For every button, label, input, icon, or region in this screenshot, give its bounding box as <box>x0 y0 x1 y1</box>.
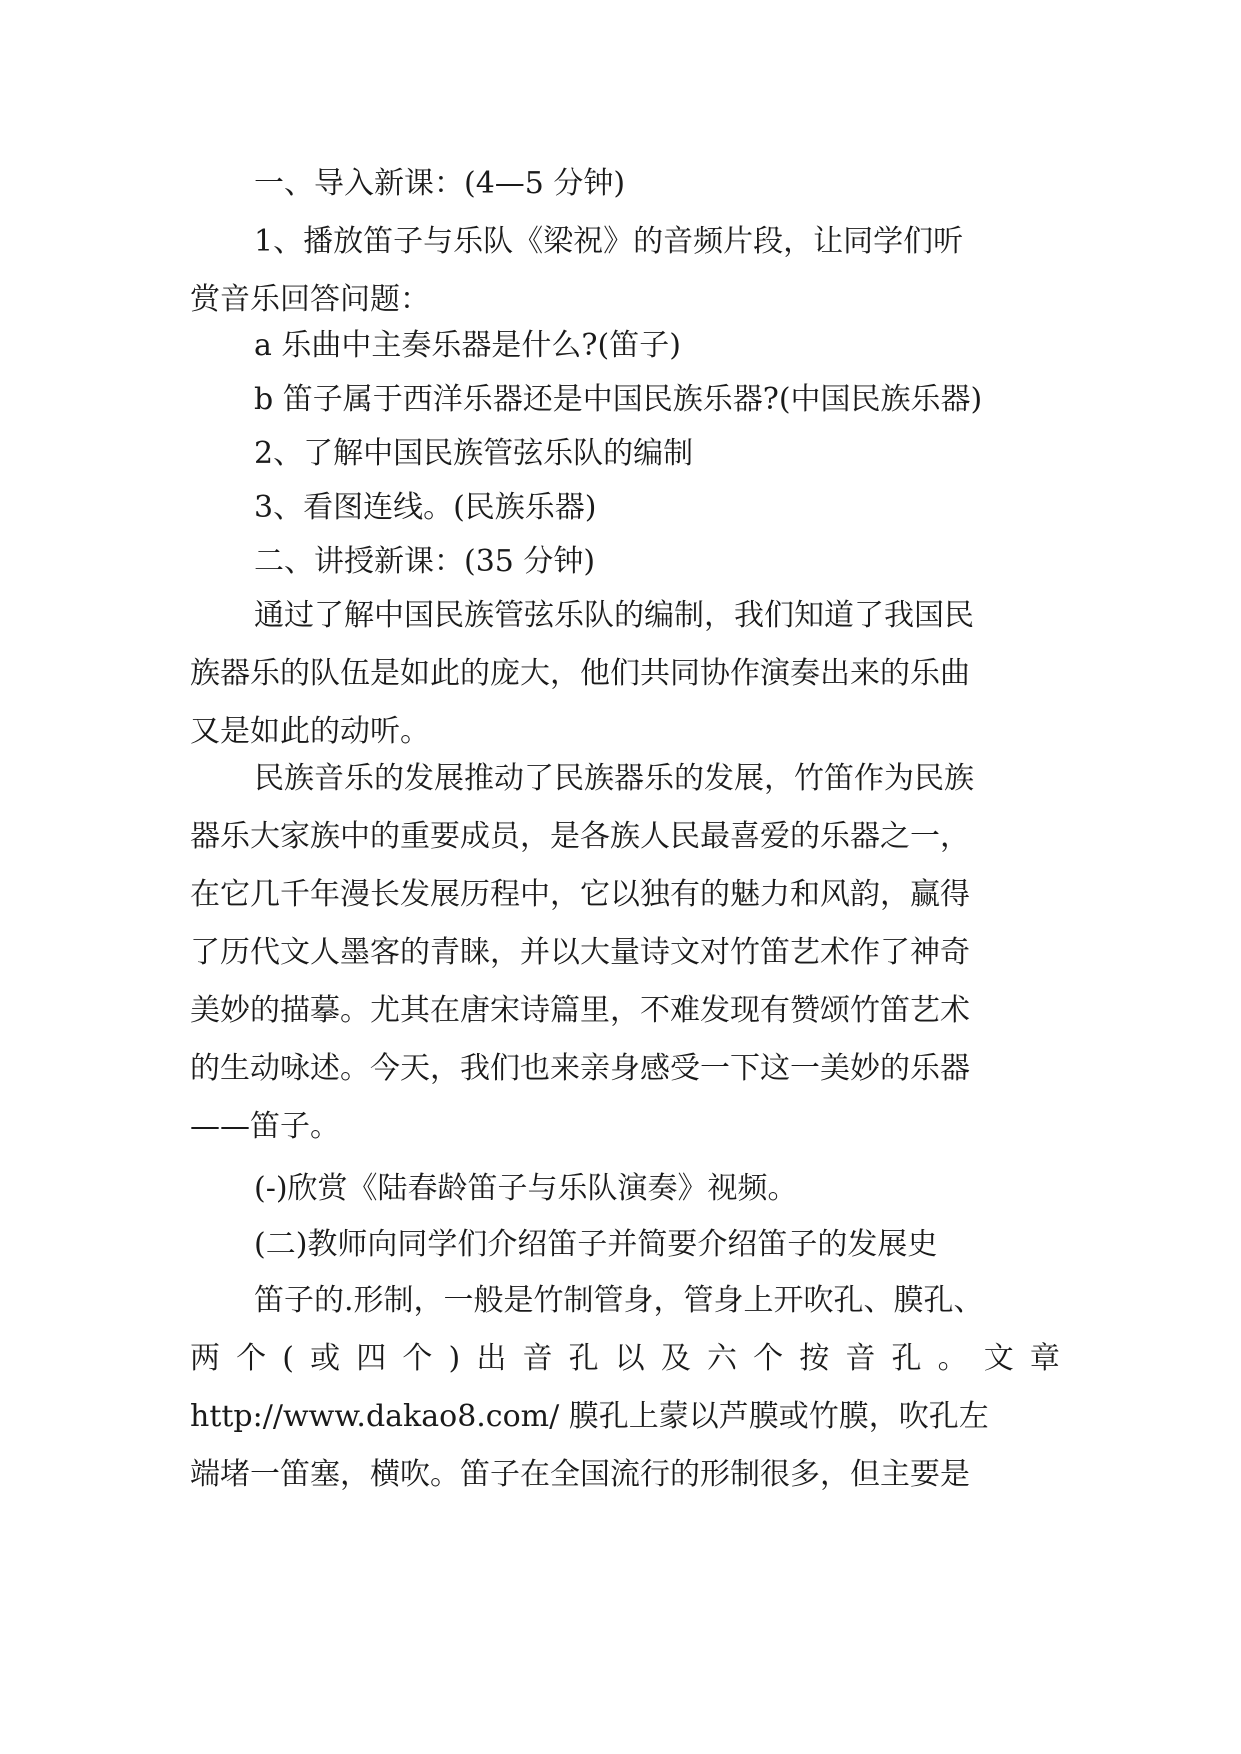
char: 个 <box>402 1341 433 1376</box>
paragraph <box>190 750 1060 1156</box>
text-line <box>190 317 1060 375</box>
char: 四 <box>356 1341 387 1376</box>
char: 六 <box>706 1341 737 1376</box>
paragraph <box>190 587 1060 761</box>
text-line <box>190 371 1060 429</box>
text-line: 2、了解中国民族管弦乐队的编制 <box>254 436 694 471</box>
text-line: ——笛子。 <box>190 1109 340 1144</box>
char: 音 <box>845 1341 876 1376</box>
text-line: 又是如此的动听。 <box>190 714 430 749</box>
char: 个 <box>753 1341 784 1376</box>
char: 按 <box>799 1341 830 1376</box>
char: 或 <box>310 1341 341 1376</box>
text-line <box>190 155 1060 213</box>
text-line <box>190 425 1060 483</box>
text-line <box>190 1160 1060 1218</box>
text-line: 1、播放笛子与乐队《梁祝》的音频片段，让同学们听 <box>254 224 964 259</box>
section-heading: 一、导入新课：(4—5 分钟) <box>254 166 626 201</box>
text-line <box>190 533 1060 591</box>
char: 以 <box>614 1341 645 1376</box>
char: 两 <box>190 1341 220 1376</box>
text-line <box>190 479 1060 537</box>
url-text-line: http://www.dakao8.com/ 膜孔上蒙以芦膜或竹膜，吹孔左 <box>190 1399 989 1434</box>
paragraph <box>190 1272 1060 1504</box>
question-a: a 乐曲中主奏乐器是什么?(笛子) <box>254 328 681 363</box>
text-line: 美妙的描摹。尤其在唐宋诗篇里，不难发现有赞颂竹笛艺术 <box>190 993 970 1028</box>
spaced-text-line <box>190 1330 1060 1388</box>
question-b: b 笛子属于西洋乐器还是中国民族乐器?(中国民族乐器) <box>254 382 983 417</box>
char: 文 <box>983 1341 1014 1376</box>
text-line: 的生动咏述。今天，我们也来亲身感受一下这一美妙的乐器 <box>190 1051 970 1086</box>
char: ) <box>448 1341 461 1376</box>
char: 个 <box>236 1341 267 1376</box>
char: 及 <box>660 1341 691 1376</box>
char: 章 <box>1029 1341 1060 1376</box>
text-line: 在它几千年漫长发展历程中，它以独有的魅力和风韵，赢得 <box>190 877 970 912</box>
text-line: 器乐大家族中的重要成员，是各族人民最喜爱的乐器之一， <box>190 819 970 854</box>
text-line: 了历代文人墨客的青睐，并以大量诗文对竹笛艺术作了神奇 <box>190 935 970 970</box>
char: 音 <box>522 1341 553 1376</box>
char: 出 <box>476 1341 507 1376</box>
section-heading: 二、讲授新课：(35 分钟) <box>254 544 596 579</box>
char: 孔 <box>568 1341 599 1376</box>
text-line: 3、看图连线。(民族乐器) <box>254 490 597 525</box>
char: 。 <box>937 1341 968 1376</box>
char: 孔 <box>891 1341 922 1376</box>
text-line: 通过了解中国民族管弦乐队的编制，我们知道了我国民 <box>254 598 974 633</box>
paragraph <box>190 213 1060 329</box>
text-line: 端堵一笛塞，横吹。笛子在全国流行的形制很多，但主要是 <box>190 1457 970 1492</box>
text-line: 笛子的.形制，一般是竹制管身，管身上开吹孔、膜孔、 <box>254 1283 984 1318</box>
text-line: (二)教师向同学们介绍笛子并简要介绍笛子的发展史 <box>254 1227 938 1262</box>
text-line: 族器乐的队伍是如此的庞大，他们共同协作演奏出来的乐曲 <box>190 656 970 691</box>
text-line: 赏音乐回答问题： <box>190 282 430 317</box>
text-line: 民族音乐的发展推动了民族器乐的发展，竹笛作为民族 <box>254 761 974 796</box>
text-line <box>190 1216 1060 1274</box>
char: ( <box>282 1341 294 1376</box>
text-line: (-)欣赏《陆春龄笛子与乐队演奏》视频。 <box>254 1171 798 1206</box>
